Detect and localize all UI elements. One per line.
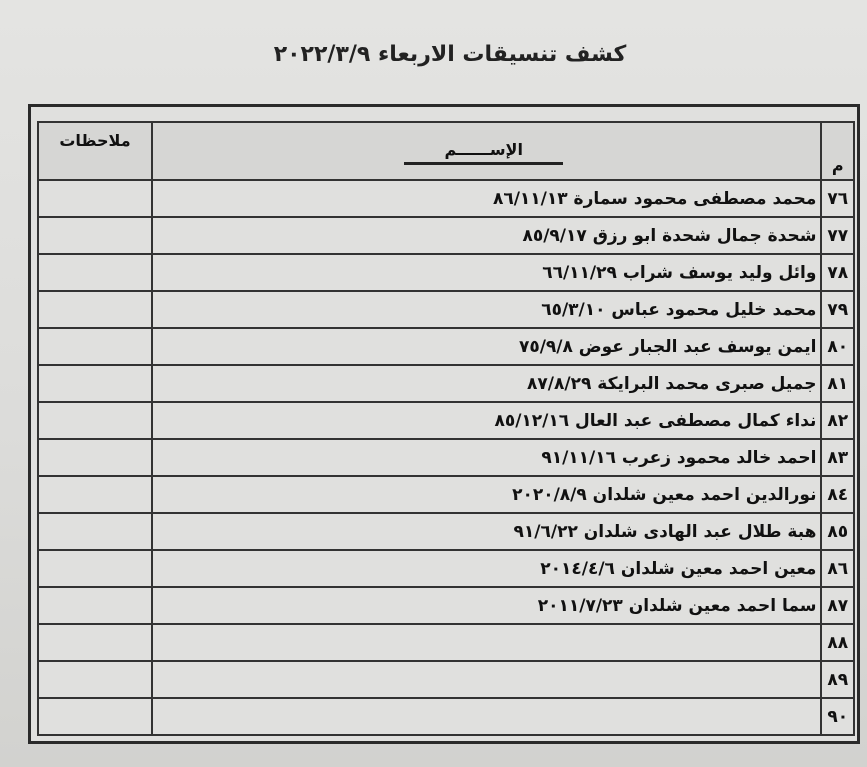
table-row (38, 439, 854, 476)
header-notes: ملاحظات (38, 122, 152, 180)
row-number: ٨٤ (821, 476, 854, 513)
row-notes (38, 476, 152, 513)
names-table (37, 121, 855, 736)
table-row (38, 587, 854, 624)
row-number: ٨١ (821, 365, 854, 402)
row-name: محمد مصطفى محمود سمارة ٨٦/١١/١٣ (152, 180, 821, 217)
row-number: ٨٨ (821, 624, 854, 661)
row-number: ٨٥ (821, 513, 854, 550)
row-number: ٧٩ (821, 291, 854, 328)
table-row (38, 365, 854, 402)
row-notes (38, 624, 152, 661)
header-number: م (821, 122, 854, 180)
row-number: ٧٧ (821, 217, 854, 254)
table-row (38, 328, 854, 365)
row-notes (38, 365, 152, 402)
row-name: محمد خليل محمود عباس ٦٥/٣/١٠ (152, 291, 821, 328)
table-row (38, 698, 854, 735)
row-name: جميل صبرى محمد البرايكة ٨٧/٨/٢٩ (152, 365, 821, 402)
row-name (152, 661, 821, 698)
table-row (38, 661, 854, 698)
row-number: ٩٠ (821, 698, 854, 735)
row-notes (38, 217, 152, 254)
table-row (38, 254, 854, 291)
row-number: ٨٩ (821, 661, 854, 698)
table-header-row (38, 122, 854, 180)
table-row (38, 180, 854, 217)
row-name: سما احمد معين شلدان ٢٠١١/٧/٢٣ (152, 587, 821, 624)
table-row (38, 291, 854, 328)
table-row (38, 550, 854, 587)
table-row (38, 402, 854, 439)
header-name (152, 122, 821, 180)
row-number: ٨٦ (821, 550, 854, 587)
row-number: ٨٧ (821, 587, 854, 624)
row-notes (38, 180, 152, 217)
row-name (152, 698, 821, 735)
row-notes (38, 254, 152, 291)
row-number: ٧٨ (821, 254, 854, 291)
header-name-label: الإســــــم (404, 138, 563, 165)
row-name (152, 624, 821, 661)
row-number: ٧٦ (821, 180, 854, 217)
row-name: وائل وليد يوسف شراب ٦٦/١١/٢٩ (152, 254, 821, 291)
row-notes (38, 402, 152, 439)
page-title: كشف تنسيقات الاربعاء ٢٠٢٢/٣/٩ (273, 42, 627, 67)
row-name: معين احمد معين شلدان ٢٠١٤/٤/٦ (152, 550, 821, 587)
row-notes (38, 328, 152, 365)
row-notes (38, 550, 152, 587)
row-name: ايمن يوسف عبد الجبار عوض ٧٥/٩/٨ (152, 328, 821, 365)
row-name: نداء كمال مصطفى عبد العال ٨٥/١٢/١٦ (152, 402, 821, 439)
row-notes (38, 439, 152, 476)
table-row (38, 624, 854, 661)
row-number: ٨٠ (821, 328, 854, 365)
row-name: شحدة جمال شحدة ابو رزق ٨٥/٩/١٧ (152, 217, 821, 254)
table-row (38, 476, 854, 513)
row-name: نورالدين احمد معين شلدان ٢٠٢٠/٨/٩ (152, 476, 821, 513)
table-row (38, 217, 854, 254)
row-notes (38, 661, 152, 698)
row-notes (38, 587, 152, 624)
table-frame (28, 104, 860, 744)
row-name: احمد خالد محمود زعرب ٩١/١١/١٦ (152, 439, 821, 476)
row-notes (38, 698, 152, 735)
row-notes (38, 291, 152, 328)
table-row (38, 513, 854, 550)
row-notes (38, 513, 152, 550)
row-number: ٨٣ (821, 439, 854, 476)
row-number: ٨٢ (821, 402, 854, 439)
row-name: هبة طلال عبد الهادى شلدان ٩١/٦/٢٢ (152, 513, 821, 550)
